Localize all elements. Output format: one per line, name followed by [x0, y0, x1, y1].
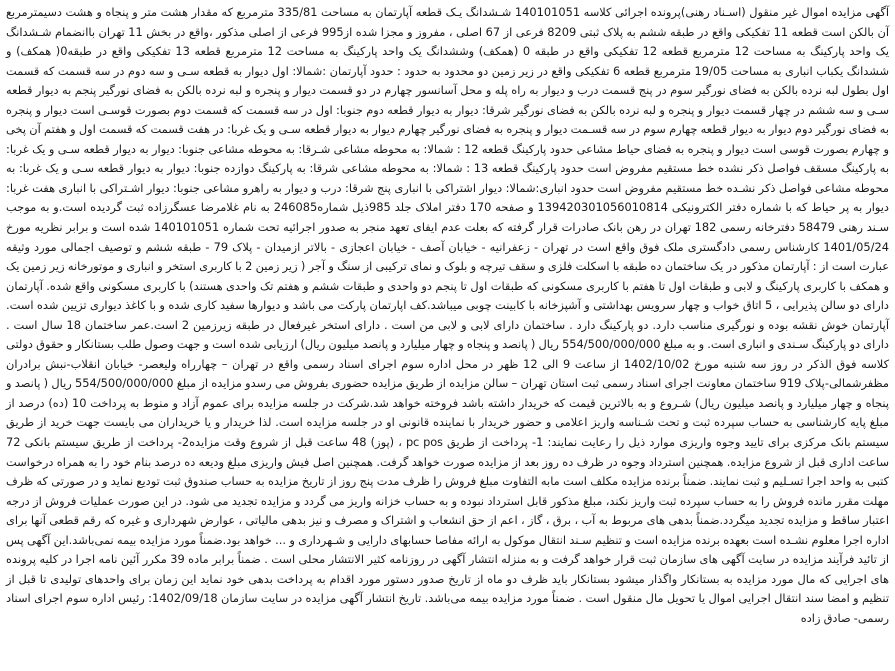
auction-notice-body-text: آگهی مزایده اموال غیر منقول (اسـناد رهنی)پرونده اجرائی کلاسه 140101051 شـشدانگ یـک قطعه آپارتمان به مساحت 335/81 مترمربع که مقدار هشت متر و پنجاه و هشت دسیمترمربع آن بالکن است قطعه 11 تفکیکی واقع در طبقه ششم به پلاک ثبتی 8209 فرعی از 67 اصلی ، مفروز و مجزا شده از995 فرعی از اصلی مذکور ،واقع در بخش 11 تهران باانضمام شـشدانگ یک واحد پارکینگ به مساحت 12 مترمربع قطعه 12 تفکیکی واقع در طبقه 0 (همکف) وششدانگ یک واحد پارکینگ به مساحت 12 مترمربع قطعه 13 تفکیکی واقع در طبقه0( همکف) و ششدانگ یکباب انباری به مساحت 19/05 مترمربع قطعه 6 تفکیکی واقع در زیر زمین دو محدود به حدود : حدود آپارتمان :شمالا: اول دیوار به قطعه سـی و سه دوم در سه قسمت که قسمت اول بطول لبه نرده بالکن به فضای نورگیر سوم در پنج قسمت درب و دیوار به راه پله و محل آسانسور چهارم در دو قسمت دیوار و پنجره و لبه نرده بالکن به فضای نورگیر پنجم به دیوار قطعه سـی و سه ششم در چهار قسمت دیوار و پنجره و لبه نرده بالکن به فضای نورگیر شرقا: دیوار به دیوار قطعه دوم جنوبا: اول در سه قسمت که قسمت دوم بصورت قوسـی است دیوار و پنجره به فضای نورگیر دوم دیوار به دیوار قطعه چهارم سوم در سه قسـمت دیوار و پنجره به فضای نورگیر چهارم دیوار به دیوار قطعه سـی و یک غربا: در هفت قسمت که قسمت اول و هفتم آن پخی و چهارم بصورت قوسی است دیوار و پنجره به فضای حیاط مشاعی حدود پارکینگ قطعه 12 : شمالا: به محوطه مشاعی شـرقا: به محوطه مشاعی جنوبا: دیوار به دیوار قطعه سـی و یک غربا: به پارکینگ مسقف فواصل ذکر نشده خط مستقیم مفروض است حدود پارکینگ قطعه 13 : شمالا: به محوطه مشاعی شرقا: به پارکینگ دوازده جنوبا: دیوار به دیوار قطعه سـی و یک غربا: به محوطه مشاعی فواصل ذکر نشـده خط مستقیم مفروض است حدود انباری:شمالا: دیوار اشتراکی با انباری پنج شرقا: درب و دیوار به راهرو مشاعی جنوبا: دیوار اشـتراکی با انباری هفت غربا: دیوار به پر حیاط که با شماره دفتر الکترونیکی 139420301056010814 و صفحه 170 دفتر املاک جلد 985ذیل شماره246085 به نام غلامرضا عسگرزاده ثبت گردیده است.و به موجب سـند رهنی 58479 دفترخانه رسمی 182 تهران در رهن بانک صادرات قرار گرفته که بعلت عدم ایفای تعهد منجر به صدور اجرائیه تحت شماره 140101051 شده است و برابر نظریه مورخ 1401/05/24 کارشناس رسمی دادگستری ملک فوق واقع است در تهران - زعفرانیه - خیابان آصف - خیابان اعجازی - بالاتر ازمیدان - پلاک 79 - طبقه ششم و توصیف اجمالی مورد وثیقه عبارت است از : آپارتمان مذکور در یک ساختمان ده طبقه با اسکلت فلزی و سقف تیرچه و بلوک و نمای ترکیبی از سنگ و آجر ( زیر زمین 2 با کاربری استخر و انباری و موتورخانه زیر زمین یک و همکف با کاربری پارکینگ و لابی و طبقات اول تا هفتم با کاربری مسکونی که طبقات اول تا پنجم دو واحدی و طبقات ششم و هفتم تک واحدی هستند) با کاربری مسکونی واقع شده. آپارتمان دارای دو سالن پذیرایی ، 5 اتاق خواب و چهار سرویس بهداشتی و آشپزخانه با کابینت چوبی میباشد.کف اپارتمان پارکت می باشد و دیوارها سفید کاری شده و با کاغذ دیواری تزیین شده است. آپارتمان خوش نقشه بوده و نورگیری مناسب دارد. دو پارکینگ دارد . ساختمان دارای لابی و لابی من است . دارای استخر غیرفعال در طبقه زیرزمین 2 است.عمر ساختمان 18 سال است . دارای دو پارکینگ سـندی و انباری است. و به مبلغ 554/500/000/000 ریال ( پانصد و پنجاه و چهار میلیارد و پانصد میلیون ریال) ارزیابی شده است و جهت وصول طلب بستانکار و حقوق دولتی کلاسه فوق الذکر در روز سه شنبه مورخ 1402/10/02 از ساعت 9 الی 12 ظهر در محل اداره سوم اجرای اسناد رسمی واقع در تهران – چهارراه ولیعصر- خیابان انقلاب-نبش برادران مظفرشمالی-پلاک 919 ساختمان معاونت اجرای اسناد رسمی ثبت استان تهران – سالن مزایده از طریق مزایده حضوری بفروش می رسدو مزایده از مبلغ 554/500/000/000 ریال ( پانصد و پنجاه و چهار میلیارد و پانصد میلیون ریال) شـروع و به بالاترین قیمت که خریدار داشته باشد فروخته خواهد شد.شرکت در جلسه مزایده برای عموم آزاد و منوط به پرداخت 10 (ده) درصد از مبلغ پایه کارشناسی به حساب سپرده ثبت و تحت شـناسه واریز اعلامی و حضور خریدار با نماینده قانونی او در جلسه مزایده است. لذا خریدار و یا خریداران می بایست جهت خرید از طریق سیستم بانک مرکزی برای تایید وجوه واریزی موارد ذیل را رعایت نمایند: 1- پرداخت از طریق pc pos ، (پوز) 48 ساعت قبل از شروع وقت مزایده2- پرداخت از طریق سیستم بانکی 72 ساعت اداری قبل از شروع مزایده. همچنین استرداد وجوه در ظرف ده روز بعد از مزایده صورت خواهد گرفت. همچنین اصل فیش واریزی مبلغ ودیعه ده درصد بنام خود را به همراه درخواست کتبی به واحد اجرا تسـلیم و ثبت نمایند. ضمناً برنده مزایده مکلف است مابه التفاوت مبلغ فروش را ظرف مدت پنج روز از تاریخ مزایده به حساب صندوق ثبت تودیع نماید و در صورتی که ظرف مهلت مقرر مانده فروش را به حساب سپرده ثبت واریز نکند، مبلغ مذکور قابل استرداد نبوده و به حساب خزانه واریز می گردد و مزایده تجدید می شود. در این صورت عملیات فروش از درجه اعتبار ساقط و مزایده تجدید میگردد.ضمناً بدهی های مربوط به آب ، برق ، گاز ، اعم از حق انشعاب و اشتراک و مصرف و نیز بدهی مالیاتی ، عوارض شهرداری و غیره که رقم قطعی آنها برای اداره اجرا معلوم نشـده است بعهده برنده مزایده است و تنظیم سـند انتقال موکول به ارائه مفاصا حسابهای دارایی و شـهرداری و ... خواهد بود.ضمناً مورد مزایده بیمه نمی‌باشد.این آگهی پس از تائید فرآیند مزایده در سایت آگهی های سازمان ثبت قرار خواهد گرفت و به منزله انتشار آگهی در روزنامه کثیر الانتشار محلی است . ضمناً برابر ماده 39 مکرر آئین نامه اجرا در کلیه پرونده های اجرایی که مال مورد مزایده به بستانکار واگذار میشود بستانکار باید ظرف دو ماه از تاریخ صدور دستور مورد اقدام به پرداخت بدهی خود نماید این زمان برای واحدهای تولیدی تا قبل از تنظیم و امضا سند انتقال اجرایی اموال یا تحویل مال منقول است . ضمناً مورد مزایده بیمه می‌باشد. تاریخ انتشار آگهی مزایده در سایت سازمان 1402/09/18: رئیس اداره سوم اجرای اسناد رسمی- صادق زاده	[6, 5, 890, 625]
